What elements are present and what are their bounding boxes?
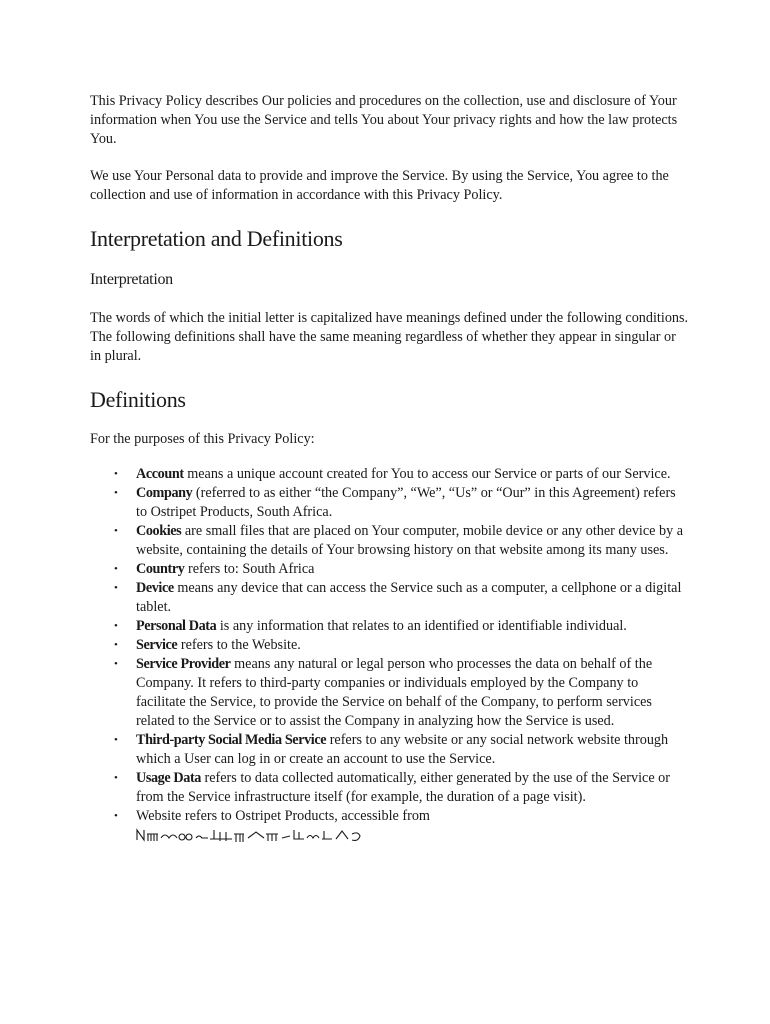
term: Third-party Social Media Service (136, 732, 327, 748)
list-item-usage-data (90, 769, 690, 807)
definition-text: (referred to as either “the Company”, “We”, “Us” or “Our” in this Agreement) refers to Ostripet Products, South Africa. (136, 485, 676, 520)
bullet-icon: • (114, 525, 118, 537)
bullet-icon: • (114, 772, 118, 784)
definition-text: Website refers to Ostripet Products, accessible from (136, 808, 430, 824)
term: Cookies (136, 523, 182, 539)
definition-text: refers to the Website. (177, 637, 301, 653)
list-item-company (90, 484, 690, 522)
term: Country (136, 561, 185, 577)
interpretation-paragraph: The words of which the initial letter is capitalized have meanings defined under the following conditions. The following definitions shall have the same meaning regardless of whether they appear in singular or in plural. (90, 310, 689, 364)
list-item-third-party-social-media (90, 731, 690, 769)
term: Company (136, 485, 193, 501)
list-item-service-provider (90, 655, 690, 731)
bullet-icon: • (114, 734, 118, 746)
definition-text: is any information that relates to an identified or identifiable individual. (216, 618, 627, 634)
heading-definitions: Definitions (90, 387, 186, 412)
bullet-icon: • (114, 620, 118, 632)
list-item-cookies (90, 522, 690, 560)
bullet-icon: • (114, 582, 118, 594)
definition-text: refers to data collected automatically, either generated by the use of the Service or from the Service infrastructure itself (for example, the duration of a page visit). (136, 770, 670, 805)
garbled-url-text (90, 826, 690, 844)
bullet-icon: • (114, 658, 118, 670)
list-item-country (90, 560, 690, 579)
bullet-icon: • (114, 487, 118, 499)
bullet-icon: • (114, 810, 118, 822)
definitions-list (90, 465, 690, 826)
garbled-glyphs-graphic (136, 826, 366, 844)
term: Personal Data (136, 618, 217, 634)
term: Usage Data (136, 770, 201, 786)
definitions-intro: For the purposes of this Privacy Policy: (90, 431, 315, 447)
term: Device (136, 580, 174, 596)
subheading-interpretation: Interpretation (90, 271, 173, 288)
list-item-device (90, 579, 690, 617)
list-item-website (90, 807, 690, 826)
definition-text: means any natural or legal person who processes the data on behalf of the Company. It refers to third-party companies or individuals employed by the Company to facilitate the Service, to provide the Service on behalf of the Company, to perform services related to the Service or to assist the Company in analyzing how the Service is used. (136, 656, 653, 729)
definition-text: refers to: South Africa (184, 561, 315, 577)
definition-text: means a unique account created for You to access our Service or parts of our Service. (183, 466, 671, 482)
bullet-icon: • (114, 639, 118, 651)
term: Service Provider (136, 656, 231, 672)
bullet-icon: • (114, 563, 118, 575)
definition-text: refers to any website or any social network website through which a User can log in or create an account to use the Service. (136, 732, 669, 767)
term: Account (136, 466, 184, 482)
definition-text: are small files that are placed on Your computer, mobile device or any other device by a website, containing the details of Your browsing history on that website among its many uses. (136, 523, 684, 558)
list-item-account (90, 465, 690, 484)
bullet-icon: • (114, 468, 118, 480)
definition-text: means any device that can access the Service such as a computer, a cellphone or a digital tablet. (136, 580, 682, 615)
document-body (90, 92, 690, 844)
term: Service (136, 637, 178, 653)
intro-paragraph-2: We use Your Personal data to provide and improve the Service. By using the Service, You agree to the collection and use of information in accordance with this Privacy Policy. (90, 168, 669, 203)
list-item-service (90, 636, 690, 655)
heading-interpretation-definitions: Interpretation and Definitions (90, 226, 343, 251)
intro-paragraph-1: This Privacy Policy describes Our policies and procedures on the collection, use and disclosure of Your information when You use the Service and tells You about Your privacy rights and how the law protects You. (90, 93, 678, 147)
list-item-personal-data (90, 617, 690, 636)
